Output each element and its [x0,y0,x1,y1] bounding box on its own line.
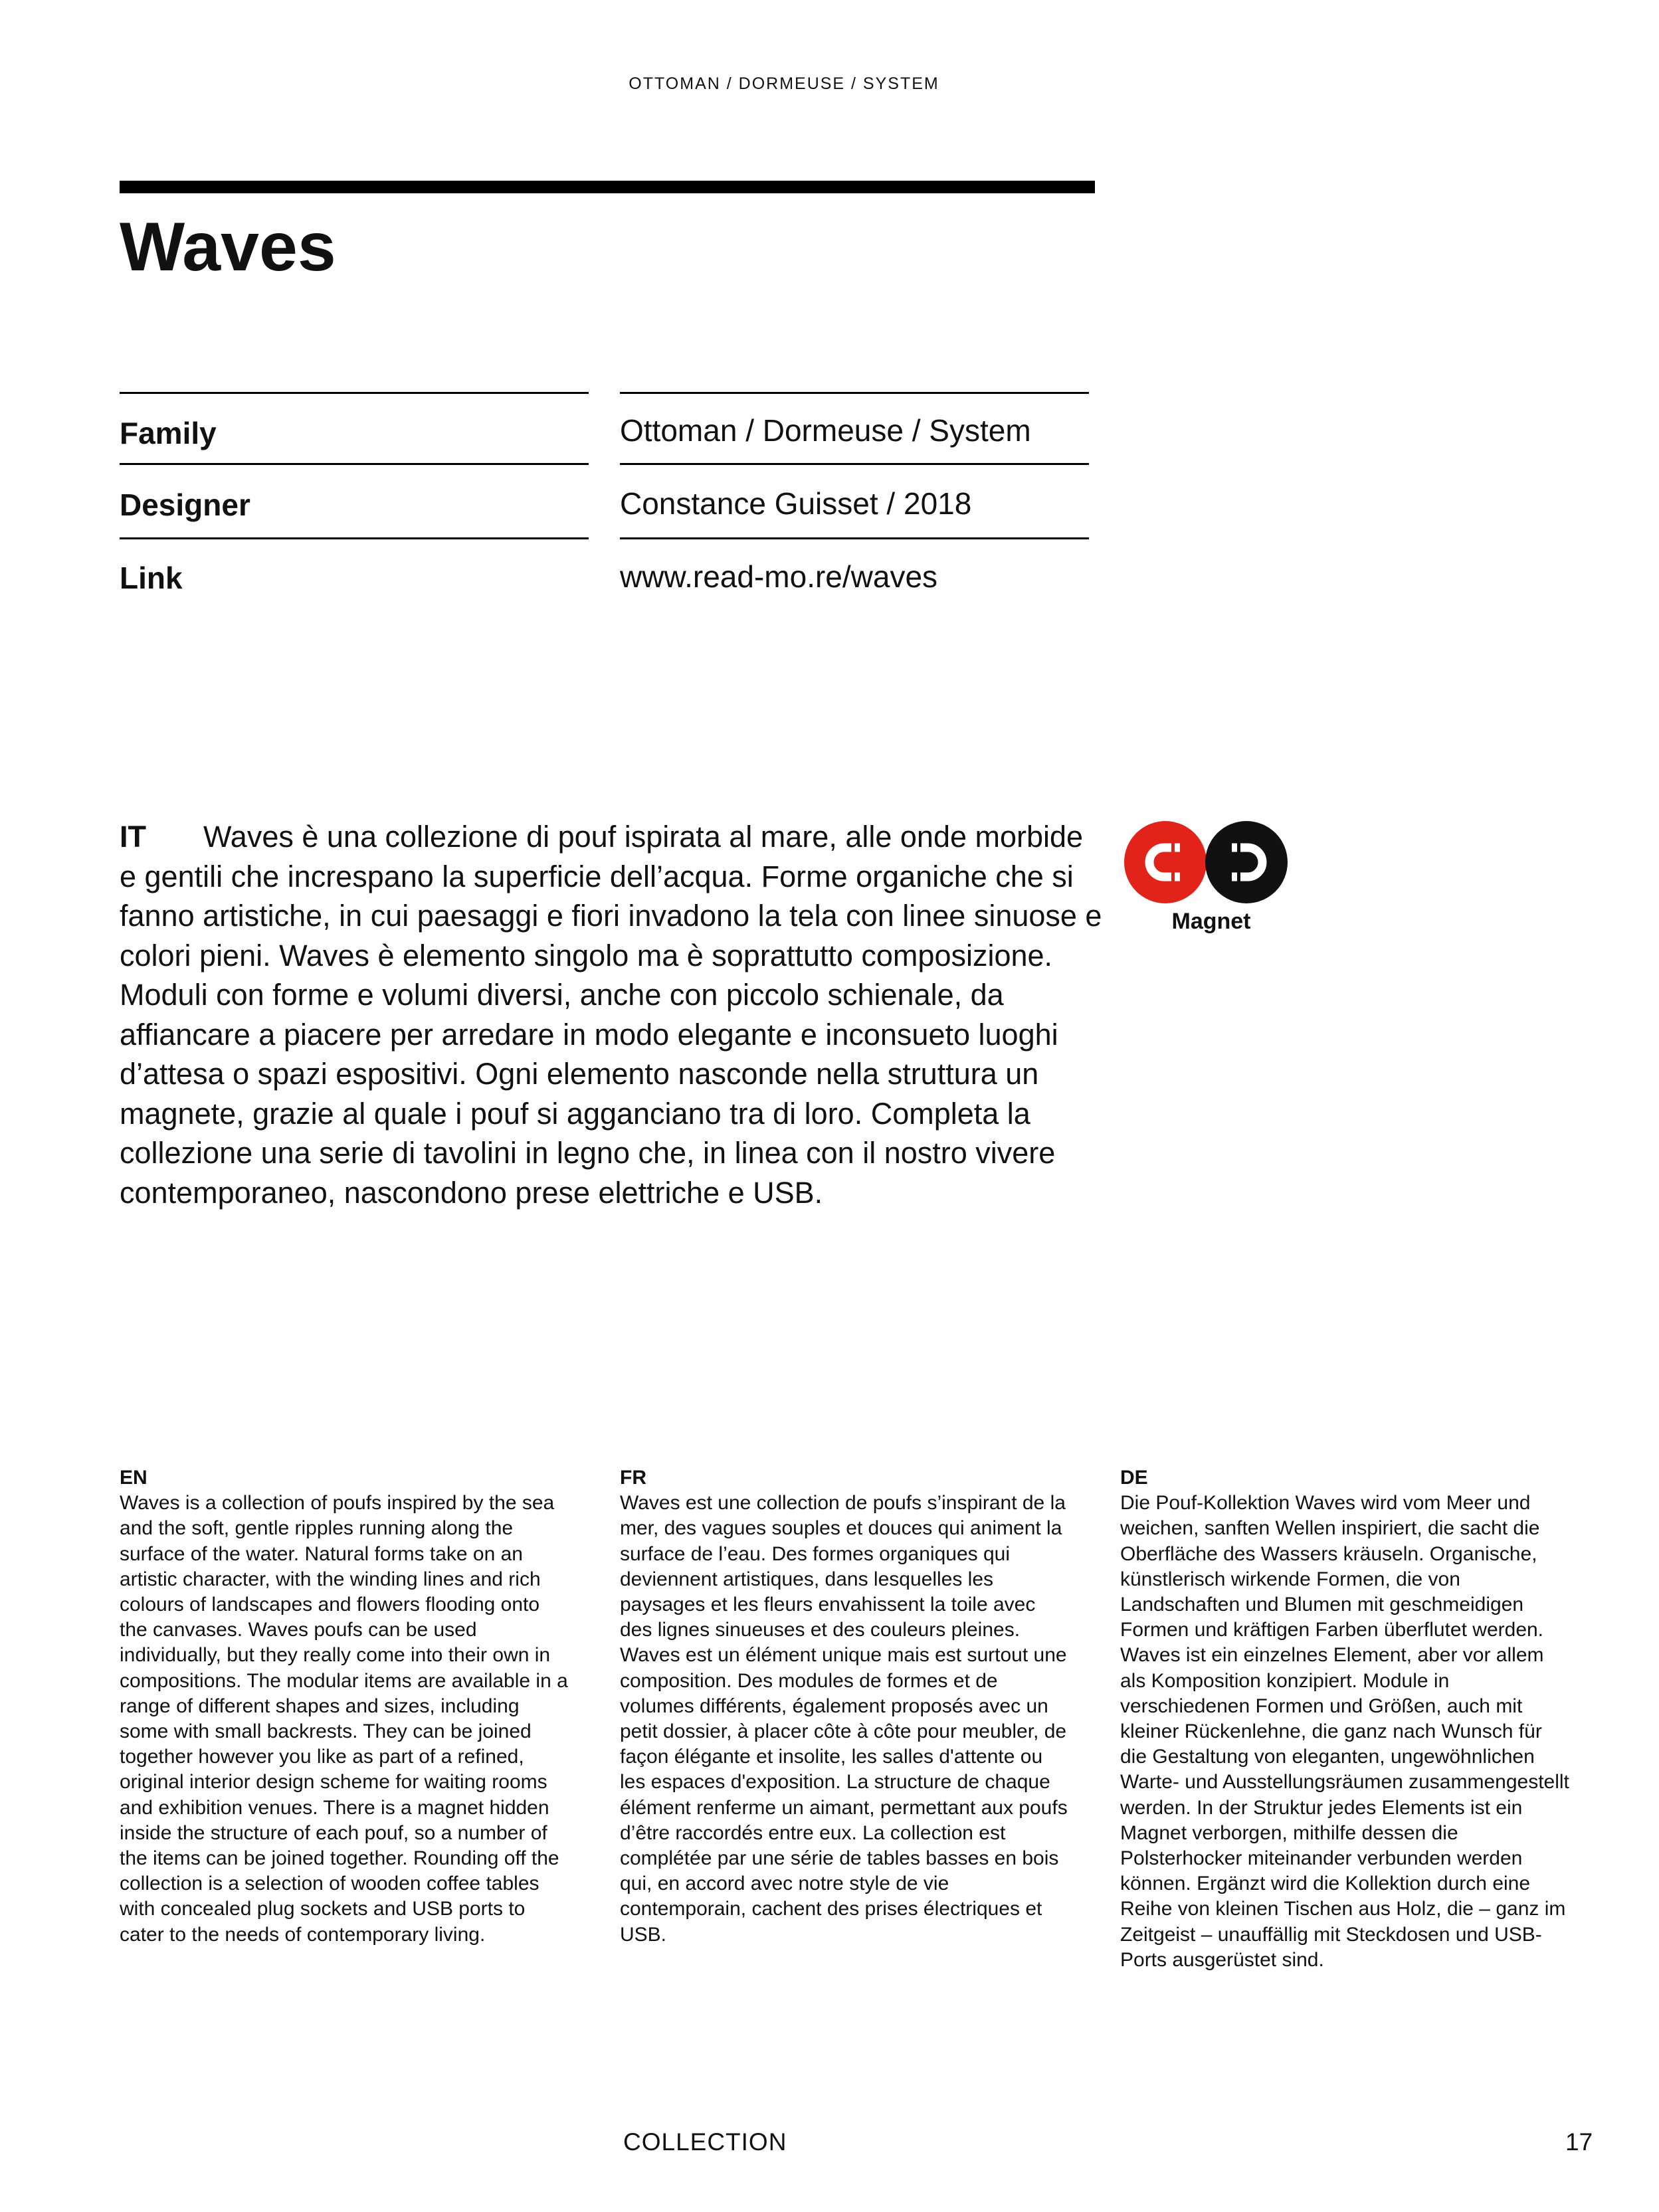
family-value: Ottoman / Dormeuse / System [620,413,1031,448]
page-title: Waves [120,209,336,286]
english-text: Waves is a collection of poufs inspired by the sea and the soft, gentle ripples running along the surface of the water. Natural forms take on an artistic character, with the winding lines and rich colours of landscapes and flowers flooding onto the canvases. Waves poufs can be used individually, but they really come into their own in compositions. The modular items are available in a range of different shapes and sizes, including some with small backrests. They can be joined together however you like as part of a refined, original interior design scheme for waiting rooms and exhibition venues. There is a magnet hidden inside the structure of each pouf, so a number of the items can be joined together. Rounding off the collection is a selection of wooden coffee tables with concealed plug sockets and USB ports to cater to the needs of contemporary living. [120,1492,568,1946]
french-text: Waves est une collection de poufs s’inspirant de la mer, des vagues souples et douces qui animent la surface de l’eau. Des formes organiques qui deviennent artistiques, dans lesquelles les paysages et les fleurs envahissent la toile avec des lignes sinueuses et des couleurs pleines. Waves est un élément unique mais est surtout une composition. Des modules de formes et de volumes différents, également proposés avec un petit dossier, à placer côte à côte pour meubler, de façon élégante et insolite, les salles d'attente ou les espaces d'exposition. La structure de chaque élément renferme un aimant, permettant aux poufs d’être raccordés entre eux. La collection est complétée par une série de tables basses en bois qui, en accord avec notre style de vie contemporain, cachent des prises électriques et USB. [620,1492,1068,1946]
magnet-badge [1124,821,1298,935]
english-lang-tag: EN [120,1467,147,1489]
page-number: 17 [1565,2128,1593,2156]
footer-section: COLLECTION [623,2128,787,2156]
spec-divider [120,463,589,465]
designer-label: Designer [120,488,250,522]
family-label: Family [120,416,217,450]
spec-divider [620,463,1089,465]
running-header: OTTOMAN / DORMEUSE / SYSTEM [629,74,939,93]
designer-value: Constance Guisset / 2018 [620,486,972,521]
link-label: Link [120,561,183,595]
title-rule [120,181,1095,193]
english-column [120,1465,571,1948]
german-column [1120,1465,1572,1973]
magnet-black-icon [1205,821,1288,903]
spec-divider [120,392,589,394]
german-lang-tag: DE [1120,1467,1148,1489]
magnet-red-icon [1124,821,1207,903]
link-value[interactable]: www.read-mo.re/waves [620,559,938,594]
magnet-label: Magnet [1171,909,1251,934]
french-lang-tag: FR [620,1467,646,1489]
spec-divider [620,537,1089,539]
french-column [620,1465,1072,1948]
spec-divider [620,392,1089,394]
german-text: Die Pouf-Kollektion Waves wird vom Meer und weichen, sanften Wellen inspiriert, die sacht die Oberfläche des Wassers kräuseln. Organische, künstlerisch wirkende Formen, die von Landschaften und Blumen mit geschmeidigen Formen und kräftigen Farben überflutet werden. Waves ist ein einzelnes Element, aber vor allem als Komposition konzipiert. Module in verschiedenen Formen und Größen, auch mit kleiner Rückenlehne, die ganz nach Wunsch für die Gestaltung von eleganten, ungewöhnlichen Warte- und Ausstellungsräumen zusammengestellt werden. In der Struktur jedes Elements ist ein Magnet verborgen, mithilfe dessen die Polsterhocker miteinander verbunden werden können. Ergänzt wird die Kollektion durch eine Reihe von kleinen Tischen aus Holz, die – ganz im Zeitgeist – unauffällig mit Steckdosen und USB-Ports ausgerüstet sind. [1120,1492,1569,1971]
italian-text: Waves è una collezione di pouf ispirata al mare, alle onde morbide e gentili che increspano la superficie dell’acqua. Forme organiche che si fanno artistiche, in cui paesaggi e fiori invadono la tela con linee sinuose e colori pieni. Waves è elemento singolo ma è soprattutto composizione. Moduli con forme e volumi diversi, anche con piccolo schienale, da affiancare a piacere per arredare in modo elegante e inconsueto luoghi d’attesa o spazi espositivi. Ogni elemento nasconde nella struttura un magnete, grazie al quale i pouf si agganciano tra di loro. Completa la collezione una serie di tavolini in legno che, in linea con il nostro vivere contemporaneo, nascondono prese elettriche e USB. [120,820,1102,1210]
italian-lang-tag: IT [120,820,146,854]
italian-description [120,817,1103,1212]
spec-divider [120,537,589,539]
